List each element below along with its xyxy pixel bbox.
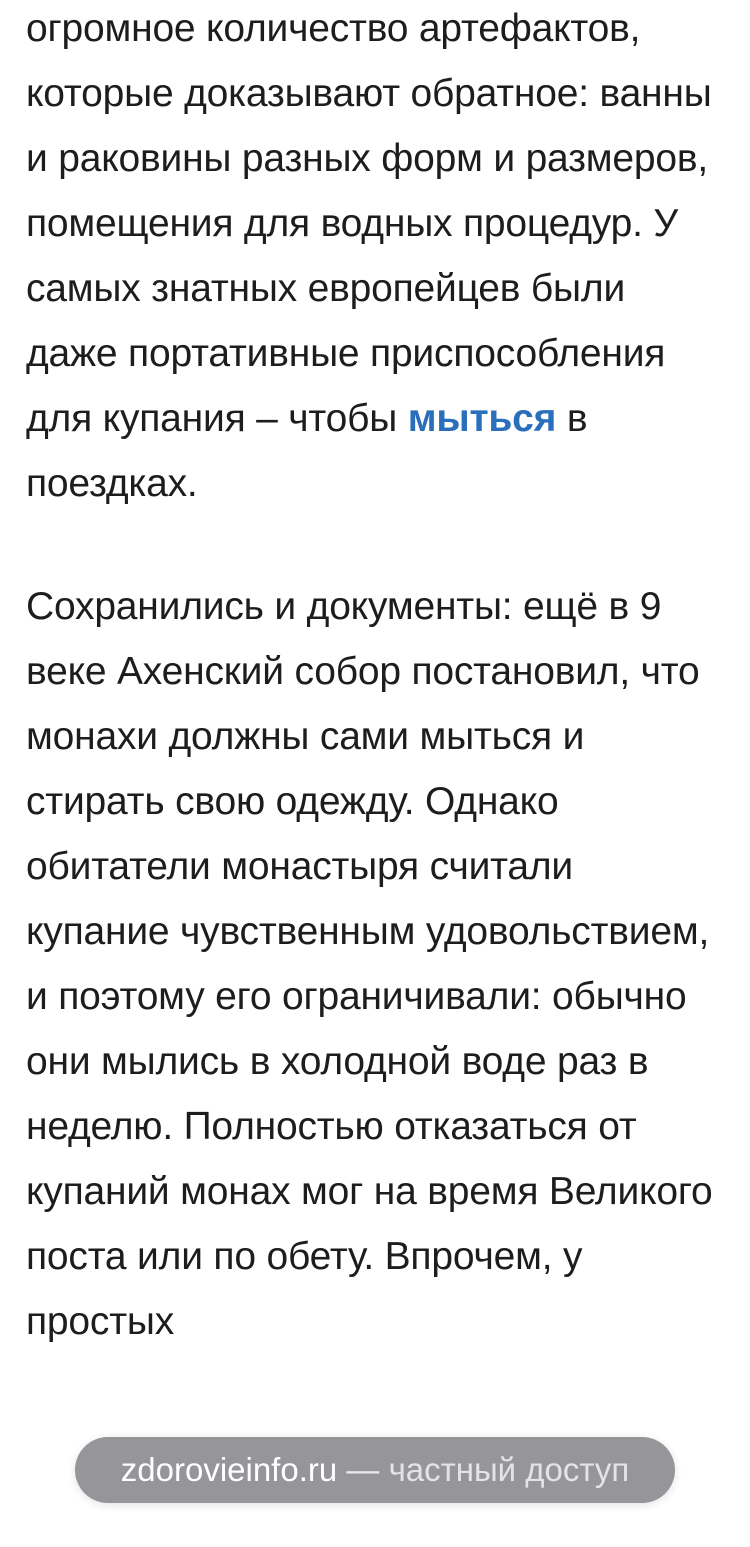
private-access-toast[interactable] <box>75 1437 675 1503</box>
toast-separator: — <box>337 1451 389 1488</box>
paragraph-text-before-link: огромное количество артефактов, которые доказывают обратное: ванны и раковины разных форм и размеров, помещения для водных процедур. У самых знатных европейцев были даже портативные приспособления для купания – чтобы <box>26 7 712 440</box>
paragraph-text-after-link: в поездках. <box>26 397 588 505</box>
toast-label <box>121 1451 629 1489</box>
inline-link-mytsya[interactable]: мыться <box>407 397 557 440</box>
paragraph: Сохранились и документы: ещё в 9 веке Ахенский собор постановил, что монахи должны сами мыться и стирать свою одежду. Однако обитатели монастыря считали купание чувственным удовольствием, и поэтому его ограничивали: обычно они мылись в холодной воде раз в неделю. Полностью отказаться от купаний монах мог на время Великого поста или по обету. Впрочем, у простых <box>26 585 713 1343</box>
toast-domain-text: zdorovieinfo.ru <box>120 1451 338 1488</box>
paragraph <box>26 0 724 516</box>
toast-access-text: частный доступ <box>388 1451 630 1488</box>
